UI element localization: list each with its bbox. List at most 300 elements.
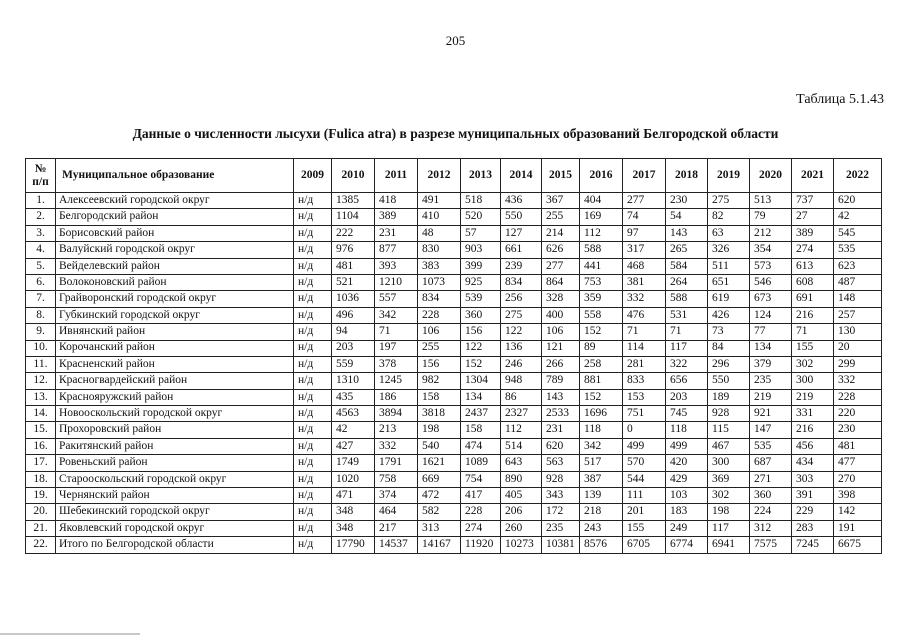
count-cell: 277 [623, 193, 666, 209]
count-cell: 136 [501, 340, 542, 356]
count-cell: 71 [623, 324, 666, 340]
row-number: 18. [26, 471, 56, 487]
count-cell: 6675 [834, 537, 882, 553]
count-cell: 106 [542, 324, 580, 340]
municipality-name: Красногвардейский район [56, 373, 294, 389]
header-year: 2014 [501, 159, 542, 193]
count-cell: 464 [375, 504, 418, 520]
count-cell: 143 [542, 389, 580, 405]
count-cell: 203 [666, 389, 708, 405]
count-cell: 513 [750, 193, 792, 209]
header-year: 2018 [666, 159, 708, 193]
table-title: Данные о численности лысухи (Fulica atra) в разрезе муниципальных образований Белгородской области [132, 126, 779, 141]
count-cell: 405 [501, 488, 542, 504]
count-cell: 3894 [375, 406, 418, 422]
count-cell: 71 [666, 324, 708, 340]
count-cell: 381 [623, 274, 666, 290]
count-cell: 499 [666, 438, 708, 454]
count-cell: 198 [418, 422, 461, 438]
count-cell: 877 [375, 242, 418, 258]
municipality-name: Борисовский район [56, 225, 294, 241]
header-number-sub: п/п [32, 175, 49, 188]
count-cell: 0 [623, 422, 666, 438]
count-cell: 518 [461, 193, 501, 209]
count-cell: 94 [332, 324, 375, 340]
count-cell: н/д [294, 488, 332, 504]
count-cell: 246 [501, 356, 542, 372]
municipality-name: Вейделевский район [56, 258, 294, 274]
count-cell: 410 [418, 209, 461, 225]
count-cell: 619 [708, 291, 750, 307]
header-year: 2019 [708, 159, 750, 193]
count-cell: 17790 [332, 537, 375, 553]
count-cell: н/д [294, 193, 332, 209]
count-cell: 834 [501, 274, 542, 290]
table-row [26, 258, 882, 274]
count-cell: 277 [542, 258, 580, 274]
count-cell: н/д [294, 274, 332, 290]
count-cell: н/д [294, 471, 332, 487]
count-cell: н/д [294, 422, 332, 438]
municipality-name: Алексеевский городской округ [56, 193, 294, 209]
count-cell: 435 [332, 389, 375, 405]
row-number: 4. [26, 242, 56, 258]
count-cell: 691 [792, 291, 834, 307]
count-cell: 903 [461, 242, 501, 258]
row-number: 20. [26, 504, 56, 520]
count-cell: 322 [666, 356, 708, 372]
count-cell: 275 [708, 193, 750, 209]
count-cell: 559 [332, 356, 375, 372]
count-cell: 57 [461, 225, 501, 241]
row-number: 6. [26, 274, 56, 290]
count-cell: 563 [542, 455, 580, 471]
header-number [26, 159, 56, 193]
count-cell: 517 [580, 455, 623, 471]
count-cell: 153 [623, 389, 666, 405]
count-cell: 11920 [461, 537, 501, 553]
table-header [26, 159, 882, 193]
row-number: 16. [26, 438, 56, 454]
count-cell: 42 [332, 422, 375, 438]
count-cell: 257 [834, 307, 882, 323]
count-cell: 7245 [792, 537, 834, 553]
count-cell: 379 [750, 356, 792, 372]
count-cell: 77 [750, 324, 792, 340]
count-cell: 389 [375, 209, 418, 225]
count-cell: 197 [375, 340, 418, 356]
count-cell: 147 [750, 422, 792, 438]
count-cell: 557 [375, 291, 418, 307]
municipality-name: Прохоровский район [56, 422, 294, 438]
count-cell: 118 [580, 422, 623, 438]
count-cell: 84 [708, 340, 750, 356]
count-cell: 243 [580, 520, 623, 536]
count-cell: 106 [418, 324, 461, 340]
row-number: 10. [26, 340, 56, 356]
count-cell: 10273 [501, 537, 542, 553]
count-cell: 217 [375, 520, 418, 536]
table-row [26, 209, 882, 225]
count-cell: 499 [623, 438, 666, 454]
count-cell: 48 [418, 225, 461, 241]
count-cell: 434 [792, 455, 834, 471]
count-cell: 148 [834, 291, 882, 307]
count-cell: 1749 [332, 455, 375, 471]
count-cell: 213 [375, 422, 418, 438]
count-cell: н/д [294, 340, 332, 356]
row-number: 17. [26, 455, 56, 471]
count-cell: 3818 [418, 406, 461, 422]
municipality-name: Чернянский район [56, 488, 294, 504]
count-cell: 753 [580, 274, 623, 290]
count-cell: 230 [834, 422, 882, 438]
count-cell: 63 [708, 225, 750, 241]
count-cell: 122 [501, 324, 542, 340]
count-cell: 121 [542, 340, 580, 356]
count-cell: 206 [501, 504, 542, 520]
count-cell: 546 [750, 274, 792, 290]
count-cell: 274 [461, 520, 501, 536]
count-cell: 255 [542, 209, 580, 225]
footer-rule [0, 633, 140, 635]
count-cell: 531 [666, 307, 708, 323]
municipality-name: Губкинский городской округ [56, 307, 294, 323]
count-cell: 71 [792, 324, 834, 340]
count-cell: 332 [375, 438, 418, 454]
count-cell: 158 [418, 389, 461, 405]
count-cell: 864 [542, 274, 580, 290]
count-cell: 299 [834, 356, 882, 372]
count-cell: 155 [792, 340, 834, 356]
count-cell: 399 [461, 258, 501, 274]
table-row [26, 537, 882, 553]
count-cell: 928 [542, 471, 580, 487]
count-cell: 359 [580, 291, 623, 307]
header-year: 2017 [623, 159, 666, 193]
count-cell: 737 [792, 193, 834, 209]
count-cell: 124 [750, 307, 792, 323]
count-cell: 130 [834, 324, 882, 340]
count-cell: 326 [708, 242, 750, 258]
count-cell: 112 [580, 225, 623, 241]
count-cell: 511 [708, 258, 750, 274]
count-cell: 328 [542, 291, 580, 307]
count-cell: 481 [332, 258, 375, 274]
count-cell: 172 [542, 504, 580, 520]
municipality-name: Яковлевский городской округ [56, 520, 294, 536]
count-cell: н/д [294, 455, 332, 471]
count-cell: н/д [294, 307, 332, 323]
count-cell: 427 [332, 438, 375, 454]
municipality-name: Итого по Белгородской области [56, 537, 294, 553]
count-cell: 42 [834, 209, 882, 225]
count-cell: 317 [623, 242, 666, 258]
municipality-name: Валуйский городской округ [56, 242, 294, 258]
count-cell: 476 [623, 307, 666, 323]
count-cell: н/д [294, 225, 332, 241]
count-cell: 342 [580, 438, 623, 454]
count-cell: 626 [542, 242, 580, 258]
count-cell: 235 [542, 520, 580, 536]
count-cell: 426 [708, 307, 750, 323]
count-cell: 111 [623, 488, 666, 504]
count-cell: 139 [580, 488, 623, 504]
count-cell: 1304 [461, 373, 501, 389]
count-cell: 620 [834, 193, 882, 209]
header-year: 2010 [332, 159, 375, 193]
count-cell: 343 [542, 488, 580, 504]
count-cell: 656 [666, 373, 708, 389]
count-cell: 6705 [623, 537, 666, 553]
count-cell: 389 [792, 225, 834, 241]
count-cell: 302 [792, 356, 834, 372]
count-cell: 1310 [332, 373, 375, 389]
count-cell: 112 [501, 422, 542, 438]
count-cell: 398 [834, 488, 882, 504]
count-cell: 89 [580, 340, 623, 356]
count-cell: 673 [750, 291, 792, 307]
municipality-name: Красненский район [56, 356, 294, 372]
count-cell: 82 [708, 209, 750, 225]
count-cell: 235 [750, 373, 792, 389]
count-cell: 169 [580, 209, 623, 225]
count-cell: 152 [580, 324, 623, 340]
count-cell: 8576 [580, 537, 623, 553]
count-cell: 539 [461, 291, 501, 307]
count-cell: 921 [750, 406, 792, 422]
count-cell: 216 [792, 422, 834, 438]
count-cell: 1104 [332, 209, 375, 225]
count-cell: 369 [708, 471, 750, 487]
count-cell: н/д [294, 520, 332, 536]
table-row [26, 307, 882, 323]
count-cell: 156 [418, 356, 461, 372]
count-cell: 231 [542, 422, 580, 438]
count-cell: 400 [542, 307, 580, 323]
count-cell: 117 [708, 520, 750, 536]
count-cell: 212 [750, 225, 792, 241]
count-cell: 751 [623, 406, 666, 422]
header-number-label: № [34, 163, 47, 175]
count-cell: 270 [834, 471, 882, 487]
count-cell: 1073 [418, 274, 461, 290]
count-cell: 265 [666, 242, 708, 258]
table-row [26, 389, 882, 405]
count-cell: 976 [332, 242, 375, 258]
table-body [26, 193, 882, 554]
count-cell: 550 [501, 209, 542, 225]
count-cell: н/д [294, 258, 332, 274]
count-cell: 115 [708, 422, 750, 438]
count-cell: 2437 [461, 406, 501, 422]
municipality-name: Корочанский район [56, 340, 294, 356]
row-number: 11. [26, 356, 56, 372]
municipality-name: Краснояружский район [56, 389, 294, 405]
table-row [26, 406, 882, 422]
row-number: 22. [26, 537, 56, 553]
count-cell: 219 [792, 389, 834, 405]
count-cell: 588 [666, 291, 708, 307]
count-cell: 487 [834, 274, 882, 290]
header-year: 2016 [580, 159, 623, 193]
count-cell: н/д [294, 373, 332, 389]
count-cell: 1036 [332, 291, 375, 307]
count-cell: 623 [834, 258, 882, 274]
count-cell: 514 [501, 438, 542, 454]
count-cell: 14537 [375, 537, 418, 553]
count-cell: 264 [666, 274, 708, 290]
table-row [26, 422, 882, 438]
count-cell: 456 [792, 438, 834, 454]
municipality-name: Ивнянский район [56, 324, 294, 340]
count-cell: 103 [666, 488, 708, 504]
count-cell: 520 [461, 209, 501, 225]
count-cell: 312 [750, 520, 792, 536]
count-cell: 1210 [375, 274, 418, 290]
count-cell: 296 [708, 356, 750, 372]
count-cell: 496 [332, 307, 375, 323]
count-cell: 256 [501, 291, 542, 307]
count-cell: 535 [750, 438, 792, 454]
municipality-name: Волоконовский район [56, 274, 294, 290]
row-number: 13. [26, 389, 56, 405]
row-number: 19. [26, 488, 56, 504]
count-cell: 54 [666, 209, 708, 225]
count-cell: 152 [580, 389, 623, 405]
row-number: 8. [26, 307, 56, 323]
count-cell: 142 [834, 504, 882, 520]
count-cell: 608 [792, 274, 834, 290]
count-cell: 833 [623, 373, 666, 389]
count-cell: 521 [332, 274, 375, 290]
page-number: 205 [445, 33, 466, 48]
count-cell: н/д [294, 324, 332, 340]
header-year: 2011 [375, 159, 418, 193]
count-cell: 203 [332, 340, 375, 356]
table-row [26, 242, 882, 258]
count-cell: 300 [708, 455, 750, 471]
count-cell: 928 [708, 406, 750, 422]
count-cell: 127 [501, 225, 542, 241]
table-row [26, 356, 882, 372]
population-table [25, 158, 882, 554]
count-cell: 441 [580, 258, 623, 274]
table-row [26, 438, 882, 454]
count-cell: 281 [623, 356, 666, 372]
count-cell: 754 [461, 471, 501, 487]
count-cell: 239 [501, 258, 542, 274]
count-cell: 201 [623, 504, 666, 520]
count-cell: 830 [418, 242, 461, 258]
count-cell: 4563 [332, 406, 375, 422]
count-cell: 255 [418, 340, 461, 356]
count-cell: 789 [542, 373, 580, 389]
count-cell: 982 [418, 373, 461, 389]
table-row [26, 193, 882, 209]
count-cell: 418 [375, 193, 418, 209]
count-cell: 271 [750, 471, 792, 487]
row-number: 14. [26, 406, 56, 422]
count-cell: 354 [750, 242, 792, 258]
count-cell: 1089 [461, 455, 501, 471]
count-cell: 881 [580, 373, 623, 389]
count-cell: 275 [501, 307, 542, 323]
table-row [26, 340, 882, 356]
header-municipality: Муниципальное образование [56, 159, 294, 193]
count-cell: 189 [708, 389, 750, 405]
count-cell: 544 [623, 471, 666, 487]
count-cell: н/д [294, 291, 332, 307]
header-year: 2009 [294, 159, 332, 193]
municipality-name: Старооскольский городской округ [56, 471, 294, 487]
count-cell: 391 [792, 488, 834, 504]
count-cell: 302 [708, 488, 750, 504]
count-cell: 540 [418, 438, 461, 454]
count-cell: 758 [375, 471, 418, 487]
count-cell: 558 [580, 307, 623, 323]
count-cell: 220 [834, 406, 882, 422]
count-cell: 300 [792, 373, 834, 389]
table-row [26, 471, 882, 487]
count-cell: н/д [294, 356, 332, 372]
row-number: 21. [26, 520, 56, 536]
count-cell: 436 [501, 193, 542, 209]
count-cell: 429 [666, 471, 708, 487]
count-cell: 620 [542, 438, 580, 454]
count-cell: 118 [666, 422, 708, 438]
count-cell: 1020 [332, 471, 375, 487]
row-number: 2. [26, 209, 56, 225]
count-cell: 6941 [708, 537, 750, 553]
count-cell: 383 [418, 258, 461, 274]
count-cell: 117 [666, 340, 708, 356]
row-number: 5. [26, 258, 56, 274]
count-cell: н/д [294, 438, 332, 454]
count-cell: 477 [834, 455, 882, 471]
municipality-name: Белгородский район [56, 209, 294, 225]
count-cell: 303 [792, 471, 834, 487]
count-cell: 155 [623, 520, 666, 536]
count-cell: 143 [666, 225, 708, 241]
count-cell: 472 [418, 488, 461, 504]
count-cell: 588 [580, 242, 623, 258]
count-cell: н/д [294, 209, 332, 225]
count-cell: 1791 [375, 455, 418, 471]
count-cell: 73 [708, 324, 750, 340]
count-cell: 417 [461, 488, 501, 504]
row-number: 15. [26, 422, 56, 438]
count-cell: 834 [418, 291, 461, 307]
count-cell: 404 [580, 193, 623, 209]
count-cell: 331 [792, 406, 834, 422]
count-cell: 387 [580, 471, 623, 487]
count-cell: 374 [375, 488, 418, 504]
municipality-name: Ровеньский район [56, 455, 294, 471]
count-cell: 274 [792, 242, 834, 258]
count-cell: 186 [375, 389, 418, 405]
count-cell: 134 [750, 340, 792, 356]
count-cell: 420 [666, 455, 708, 471]
count-cell: 218 [580, 504, 623, 520]
count-cell: 228 [834, 389, 882, 405]
count-cell: 474 [461, 438, 501, 454]
table-label: Таблица 5.1.43 [796, 92, 884, 107]
count-cell: 491 [418, 193, 461, 209]
count-cell: 229 [792, 504, 834, 520]
row-number: 9. [26, 324, 56, 340]
header-year: 2012 [418, 159, 461, 193]
